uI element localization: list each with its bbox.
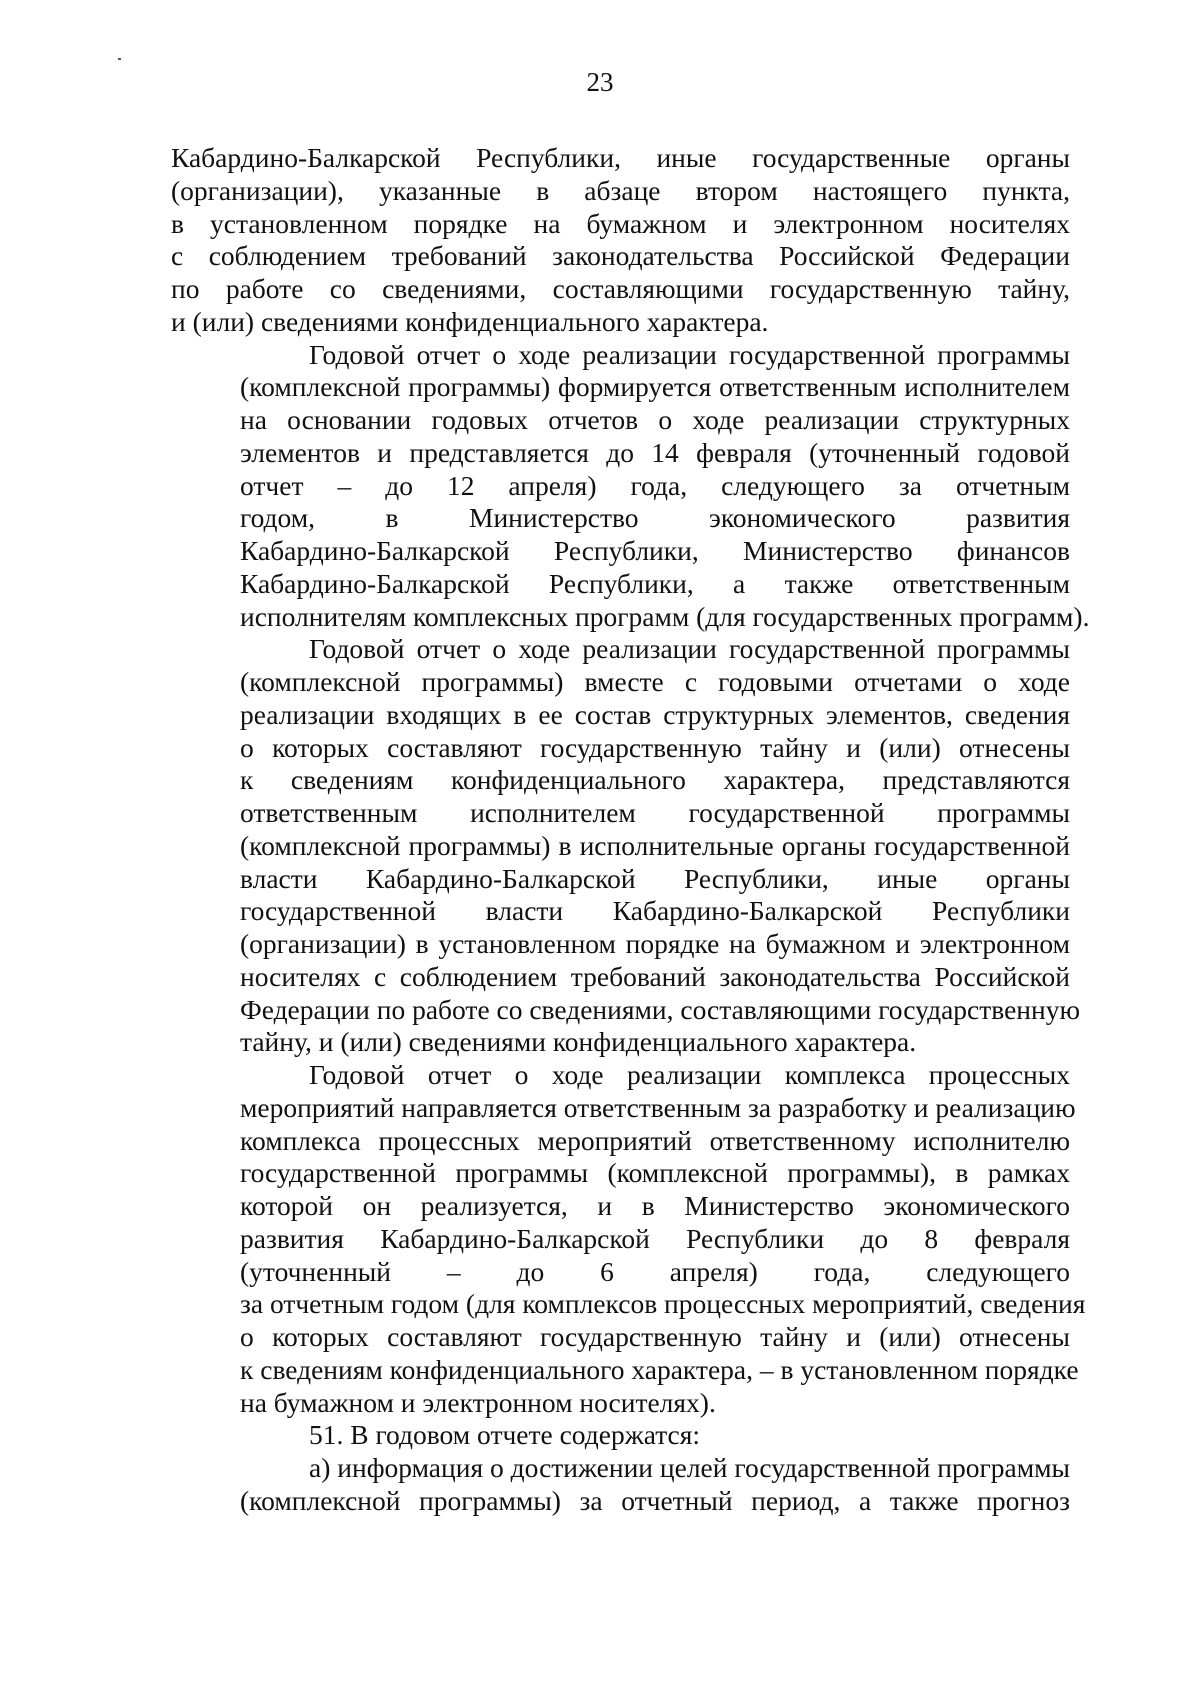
text-line: (организации) в установленном порядке на бумажном и электронном xyxy=(240,928,1070,959)
text-line: на бумажном и электронном носителях). xyxy=(240,1386,716,1418)
text-line: мероприятий направляется ответственным за разработку и реализацию xyxy=(240,1091,1076,1123)
text-line: Годовой отчет о ходе реализации государственной программы xyxy=(309,338,1070,370)
text-line: Кабардино-Балкарской Республики, а также ответственным xyxy=(240,567,1070,599)
paragraph-classified-report xyxy=(171,633,1081,1059)
text-line: за отчетным годом (для комплексов процессных мероприятий, сведения xyxy=(240,1288,1086,1320)
paragraph-item-a xyxy=(171,1452,1070,1518)
text-line: с соблюдением требований законодательства Российской Федерации xyxy=(171,240,1070,272)
text-line: (комплексной программы) за отчетный период, а также прогноз xyxy=(240,1484,1070,1516)
text-line: в установленном порядке на бумажном и электронном носителях xyxy=(171,207,1070,239)
text-line: которой он реализуется, и в Министерство экономического xyxy=(240,1190,1070,1221)
document-body xyxy=(171,142,1090,1518)
text-line: (уточненный – до 6 апреля) года, следующего xyxy=(240,1255,1070,1287)
paragraph-annual-report-formation xyxy=(171,338,1090,634)
text-line: государственной власти Кабардино-Балкарской Республики xyxy=(240,895,1070,927)
text-line: (организации), указанные в абзаце втором настоящего пункта, xyxy=(171,174,1070,206)
paragraph-process-measures-report xyxy=(171,1059,1086,1419)
text-line: государственной программы (комплексной программы), в рамках xyxy=(240,1157,1070,1189)
text-line: исполнителям комплексных программ (для государственных программ). xyxy=(240,600,1090,632)
text-line: о которых составляют государственную тайну и (или) отнесены xyxy=(240,1321,1070,1352)
text-line: элементов и представляется до 14 февраля (уточненный годовой xyxy=(240,436,1070,468)
text-line: к сведениям конфиденциального характера, представляются xyxy=(240,764,1070,796)
text-line: Кабардино-Балкарской Республики, иные государственные органы xyxy=(171,142,1070,173)
text-line: к сведениям конфиденциального характера, – в установленном порядке xyxy=(240,1353,1079,1385)
text-line: (комплексной программы) в исполнительные органы государственной xyxy=(240,829,1070,861)
text-line: по работе со сведениями, составляющими государственную тайну, xyxy=(171,273,1070,304)
text-line: 51. В годовом отчете содержатся: xyxy=(309,1419,701,1451)
text-line: и (или) сведениями конфиденциального характера. xyxy=(171,305,769,337)
text-line: на основании годовых отчетов о ходе реализации структурных xyxy=(240,404,1070,435)
text-line: Кабардино-Балкарской Республики, Министерство финансов xyxy=(240,535,1070,566)
text-line: а) информация о достижении целей государственной программы xyxy=(309,1452,1070,1483)
text-line: Федерации по работе со сведениями, составляющими государственную xyxy=(240,993,1081,1025)
text-line: о которых составляют государственную тайну и (или) отнесены xyxy=(240,731,1070,763)
text-line: реализации входящих в ее состав структурных элементов, сведения xyxy=(240,698,1070,730)
text-line: ответственным исполнителем государственной программы xyxy=(240,797,1070,828)
page-number: 23 xyxy=(586,67,614,97)
text-line: (комплексной программы) формируется ответственным исполнителем xyxy=(240,371,1070,403)
text-line: власти Кабардино-Балкарской Республики, иные органы xyxy=(240,862,1070,894)
text-line: развития Кабардино-Балкарской Республики до 8 февраля xyxy=(240,1222,1070,1254)
text-line: Годовой отчет о ходе реализации комплекса процессных xyxy=(309,1059,1070,1090)
text-line: тайну, и (или) сведениями конфиденциального характера. xyxy=(240,1026,917,1058)
text-line: отчет – до 12 апреля) года, следующего за отчетным xyxy=(240,469,1070,501)
scan-artifact xyxy=(118,58,121,60)
text-line: носителях с соблюдением требований законодательства Российской xyxy=(240,960,1070,992)
text-line: Годовой отчет о ходе реализации государственной программы xyxy=(309,633,1070,665)
paragraph-section-51-heading xyxy=(171,1419,1070,1452)
text-line: годом, в Министерство экономического развития xyxy=(240,502,1070,534)
paragraph-continuation xyxy=(171,142,1070,339)
text-line: комплекса процессных мероприятий ответственному исполнителю xyxy=(240,1124,1070,1156)
text-line: (комплексной программы) вместе с годовыми отчетами о ходе xyxy=(240,666,1070,697)
